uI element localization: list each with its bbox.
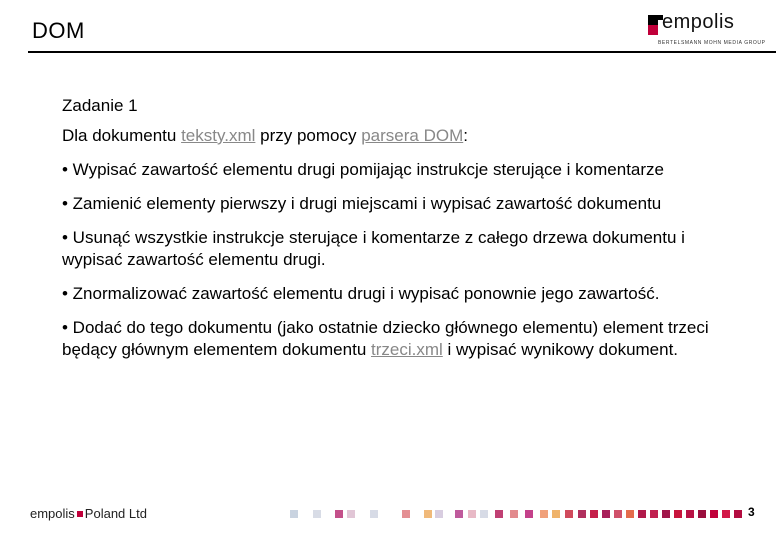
deco-square (335, 510, 343, 518)
deco-square (590, 510, 598, 518)
bullet-item-2: • Zamienić elementy pierwszy i drugi miejscami i wypisać zawartość dokumentu (62, 194, 662, 213)
deco-square (614, 510, 622, 518)
deco-square (698, 510, 706, 518)
deco-square (578, 510, 586, 518)
deco-square (510, 510, 518, 518)
intro-prefix: Dla dokumentu (62, 126, 182, 145)
deco-square (480, 510, 488, 518)
link-teksty-xml[interactable]: teksty.xml (181, 126, 256, 145)
bullet-item-3: • Usunąć wszystkie instrukcje sterujące i komentarze z całego drzewa dokumentu i wypisać zawartość elementu drugi. (62, 228, 685, 269)
intro-suffix: : (463, 126, 468, 145)
deco-square (626, 510, 634, 518)
logo-square-icon (648, 15, 658, 25)
deco-square (313, 510, 321, 518)
link-trzeci-xml[interactable]: trzeci.xml (371, 340, 443, 359)
deco-square (638, 510, 646, 518)
deco-square (602, 510, 610, 518)
task-heading: Zadanie 1 (62, 96, 138, 115)
deco-square (686, 510, 694, 518)
deco-square (347, 510, 355, 518)
title-divider (28, 51, 776, 53)
deco-square (710, 510, 718, 518)
deco-square (424, 510, 432, 518)
bullet-item-4: • Znormalizować zawartość elementu drugi i wypisać ponownie jego zawartość. (62, 284, 660, 303)
footer-brand: empolis (30, 506, 75, 521)
deco-square (650, 510, 658, 518)
logo-subtitle: BERTELSMANN MOHN MEDIA GROUP (658, 40, 766, 46)
bullet-item-5 (62, 317, 742, 361)
task-intro (62, 125, 742, 147)
deco-square (722, 510, 730, 518)
bullet-5-prefix: • Dodać do tego dokumentu (jako ostatnie dziecko głównego elementu) element trzeci będący głównym elementem dokumentu (62, 318, 709, 359)
footer-square-icon (77, 511, 83, 517)
deco-square (370, 510, 378, 518)
deco-square (290, 510, 298, 518)
deco-square (540, 510, 548, 518)
logo-word: empolis (662, 11, 735, 33)
bullet-5-suffix: i wypisać wynikowy dokument. (442, 340, 679, 359)
intro-middle: przy pomocy (255, 126, 362, 145)
deco-square (525, 510, 533, 518)
footer-logo (30, 506, 147, 521)
slide-content (62, 95, 742, 373)
bullet-item-1: • Wypisać zawartość elementu drugi pomijając instrukcje sterujące i komentarze (62, 160, 664, 179)
page-number: 3 (748, 505, 755, 519)
slide-title: DOM (32, 18, 85, 43)
deco-square (734, 510, 742, 518)
deco-square (662, 510, 670, 518)
deco-square (674, 510, 682, 518)
deco-square (552, 510, 560, 518)
footer-brand-suffix: Poland Ltd (84, 506, 147, 521)
empolis-logo (648, 11, 774, 49)
deco-square (468, 510, 476, 518)
link-parser-dom[interactable]: parsera DOM (361, 126, 464, 145)
deco-square (495, 510, 503, 518)
deco-square (565, 510, 573, 518)
deco-square (402, 510, 410, 518)
logo-red-square-icon (648, 25, 658, 35)
deco-square (455, 510, 463, 518)
deco-square (435, 510, 443, 518)
